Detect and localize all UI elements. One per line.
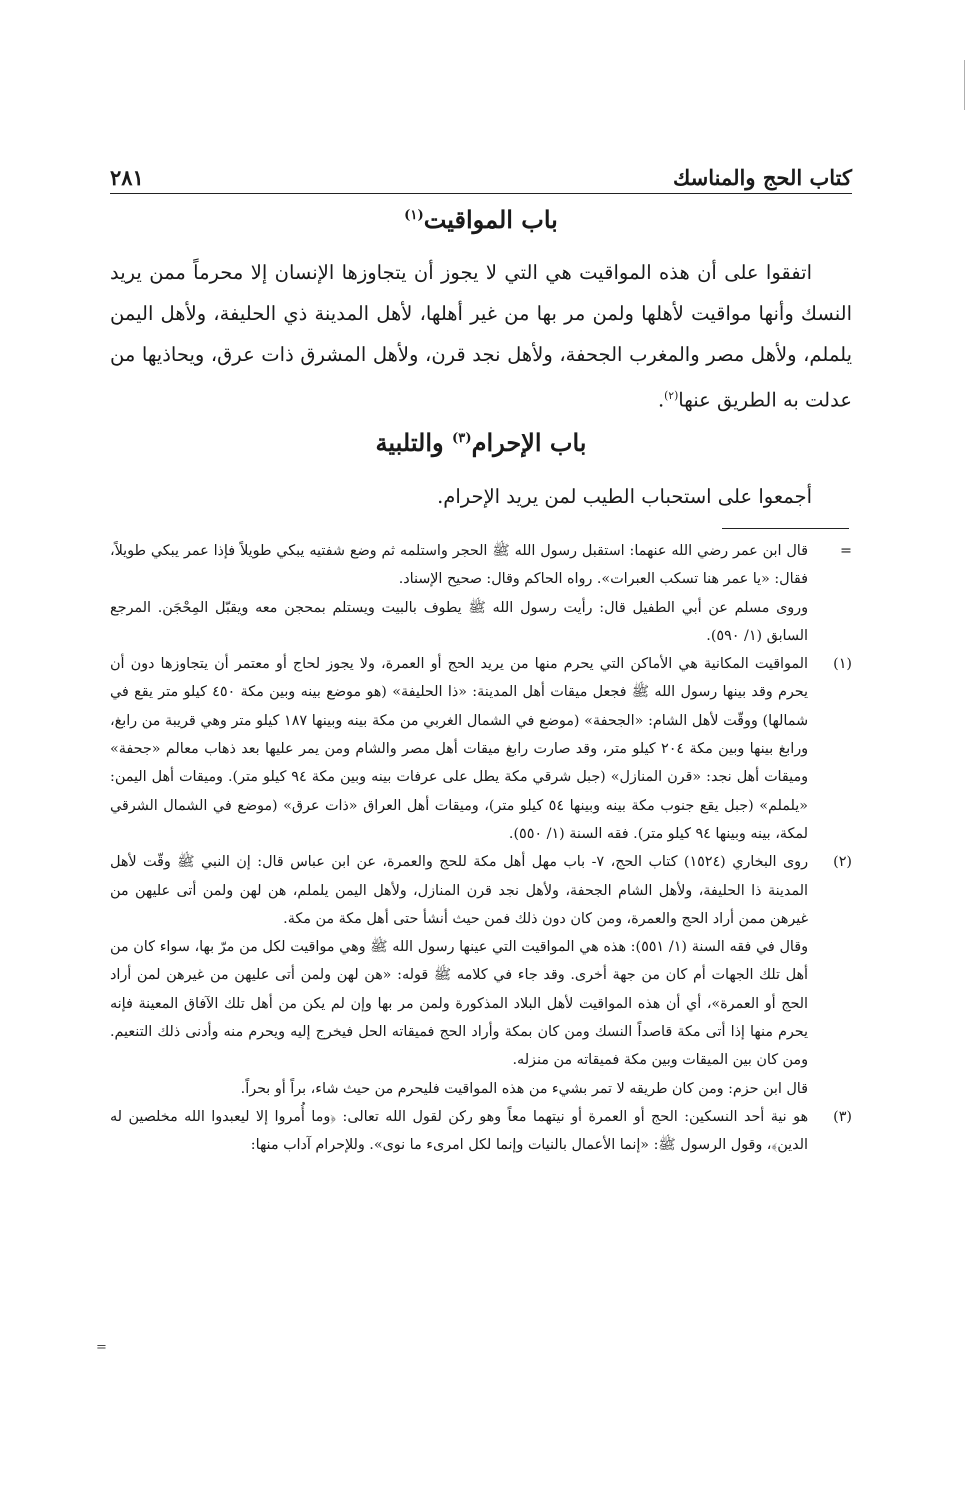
- footnote-separator: [722, 528, 849, 529]
- body-paragraph: اتفقوا على أن هذه المواقيت هي التي لا يجوز أن يتجاوزها الإنسان إلا محرماً ممن يريد النسك وأنها مواقيت لأهلها ولمن مر بها من غير أهلها، لأهل المدينة ذي الحليفة، ولأهل اليمن يلملم، ولأهل مصر والمغرب الجحفة، ولأهل نجد قرن، ولأهل المشرق ذات عرق، ويحاذيها من عدلت به الطريق عنها: [110, 261, 852, 412]
- continuation-mark: =: [96, 1340, 107, 1355]
- section-heading-text: باب الإحرام: [471, 428, 587, 457]
- footnote-text: روى البخاري (١٥٢٤) كتاب الحج، ٧- باب مهل أهل مكة للحج والعمرة، عن ابن عباس قال: إن النبي ﷺ وقّت لأهل المدينة ذا الحليفة، ولأهل الشام الجحفة، ولأهل نجد قرن المنازل، ولأهل اليمن يلملم، هن لهن ولمن أتى عليهن من غيرهن ممن أراد الحج والعمرة، ومن كان دون ذلك فمن حيث أنشأ حتى أهل مكة من مكة.: [110, 854, 808, 927]
- footnote-text: وقال في فقه السنة (١/ ٥٥١): هذه هي المواقيت التي عينها رسول الله ﷺ وهي مواقيت لكل من مرّ بها، سواء كان من أهل تلك الجهات أم كان من جهة أخرى. وقد جاء في كلامه ﷺ قوله: «هن لهن ولمن أتى عليهن من غيرهن لمن أراد الحج أو العمرة»، أي أن هذه المواقيت لأهل البلاد المذكورة ولمن مر بها وإن لم يكن من أهل تلك الآفاق المعينة فإنه يحرم منها إذا أتى مكة قاصداً النسك ومن كان بمكة وأراد الحج فميقاته الحل فيخرج إليه ويحرم منه وأدنى ذلك التنعيم. ومن كان بين الميقات وبين مكة فميقاته من منزله.: [110, 939, 808, 1069]
- footnote-3: [110, 1103, 852, 1160]
- footnote-1: [110, 650, 852, 848]
- footnote-text: قال ابن عمر رضي الله عنهما: استقبل رسول الله ﷺ الحجر واستلمه ثم وضع شفتيه يبكي طويلاً فإذا عمر يبكي طويلاً، فقال: «يا عمر هنا تسكب العبرات». رواه الحاكم وقال: صحيح الإسناد.: [110, 543, 808, 588]
- footnote-2: [110, 848, 852, 1103]
- page-number: ٢٨١: [110, 165, 144, 190]
- scan-edge-mark: [964, 60, 965, 110]
- section-heading-ihram: باب الإحرام$^{(٣)}$ والتلبية: [375, 428, 587, 457]
- footnote-ref-3: (٣): [451, 431, 472, 446]
- footnote-ref-2: (٢): [664, 389, 679, 402]
- section-heading-text: باب المواقيت: [423, 205, 558, 234]
- section-body-mawaqit: اتفقوا على أن هذه المواقيت هي التي لا يجوز أن يتجاوزها الإنسان إلا محرماً ممن يريد النسك وأنها مواقيت لأهلها ولمن مر بها من غير أهلها، لأهل المدينة ذي الحليفة، ولأهل اليمن يلملم، ولأهل مصر والمغرب الجحفة، ولأهل نجد قرن، ولأهل المشرق ذات عرق، ويحاذيها من عدلت به الطريق عنها$^{(٢)}$.: [110, 261, 852, 412]
- footnote-marker: =: [840, 543, 852, 559]
- footnote-marker: (١): [833, 656, 852, 673]
- header-rule: [110, 193, 852, 194]
- footnote-marker: (٣): [833, 1108, 852, 1125]
- section-heading-mawaqit: [110, 205, 852, 234]
- footnotes: [110, 537, 852, 1160]
- footnote-ref-1: (١): [404, 208, 424, 223]
- footnote-text: وروى مسلم عن أبي الطفيل قال: رأيت رسول الله ﷺ يطوف بالبيت ويستلم بمحجن معه ويقبّل المِحْجَن. المرجع السابق (١/ ٥٩٠).: [110, 599, 808, 644]
- footnote-continuation: [110, 537, 852, 650]
- footnote-marker: (٢): [833, 854, 852, 871]
- footnote-text: المواقيت المكانية هي الأماكن التي يحرم منها من يريد الحج أو العمرة، ولا يجوز لحاج أو معتمر أن يتجاوزها دون أن يحرم وقد بينها رسول الله ﷺ فجعل ميقات أهل المدينة: «ذا الحليفة» (هو موضع بينه وبين مكة ٤٥٠ كيلو متر يقع في شمالها) ووقّت لأهل الشام: «الجحفة» (موضع في الشمال الغربي من مكة بينه وبينها ١٨٧ كيلو متر وهي قريبة من رابغ، ورابغ بينها وبين مكة ٢٠٤ كيلو متر، وقد صارت رابغ ميقات أهل مصر والشام ومن يمر عليها بعد ذهاب معالم «جحفة» وميقات أهل نجد: «قرن المنازل» (جبل شرقي مكة يطل على عرفات بينه وبين مكة ٩٤ كيلو متر). وميقات أهل اليمن: «يلملم» (جبل يقع جنوب مكة بينه وبينها ٥٤ كيلو متر)، وميقات أهل العراق «ذات عرق» (موضع في الشمال الشرقي لمكة، بينه وبينها ٩٤ كيلو متر). فقه السنة (١/ ٥٥٠).: [110, 656, 809, 842]
- running-header: [110, 150, 852, 190]
- body-paragraph: أجمعوا على استحباب الطيب لمن يريد الإحرام.: [437, 485, 812, 508]
- book-title: كتاب الحج والمناسك: [672, 165, 852, 190]
- footnote-text: قال ابن حزم: ومن كان طريقه لا تمر بشيء من هذه المواقيت فليحرم من حيث شاء، براً أو بحراً.: [240, 1080, 808, 1097]
- footnote-text: هو نية أحد النسكين: الحج أو العمرة أو نيتهما معاً وهو ركن لقول الله تعالى: ﴿وما أُمروا إلا ليعبدوا الله مخلصين له الدين﴾، وقول الرسول ﷺ: «إنما الأعمال بالنيات وإنما لكل امرىء ما نوى». وللإحرام آداب منها:: [110, 1108, 808, 1154]
- section-body-ihram: [110, 476, 852, 517]
